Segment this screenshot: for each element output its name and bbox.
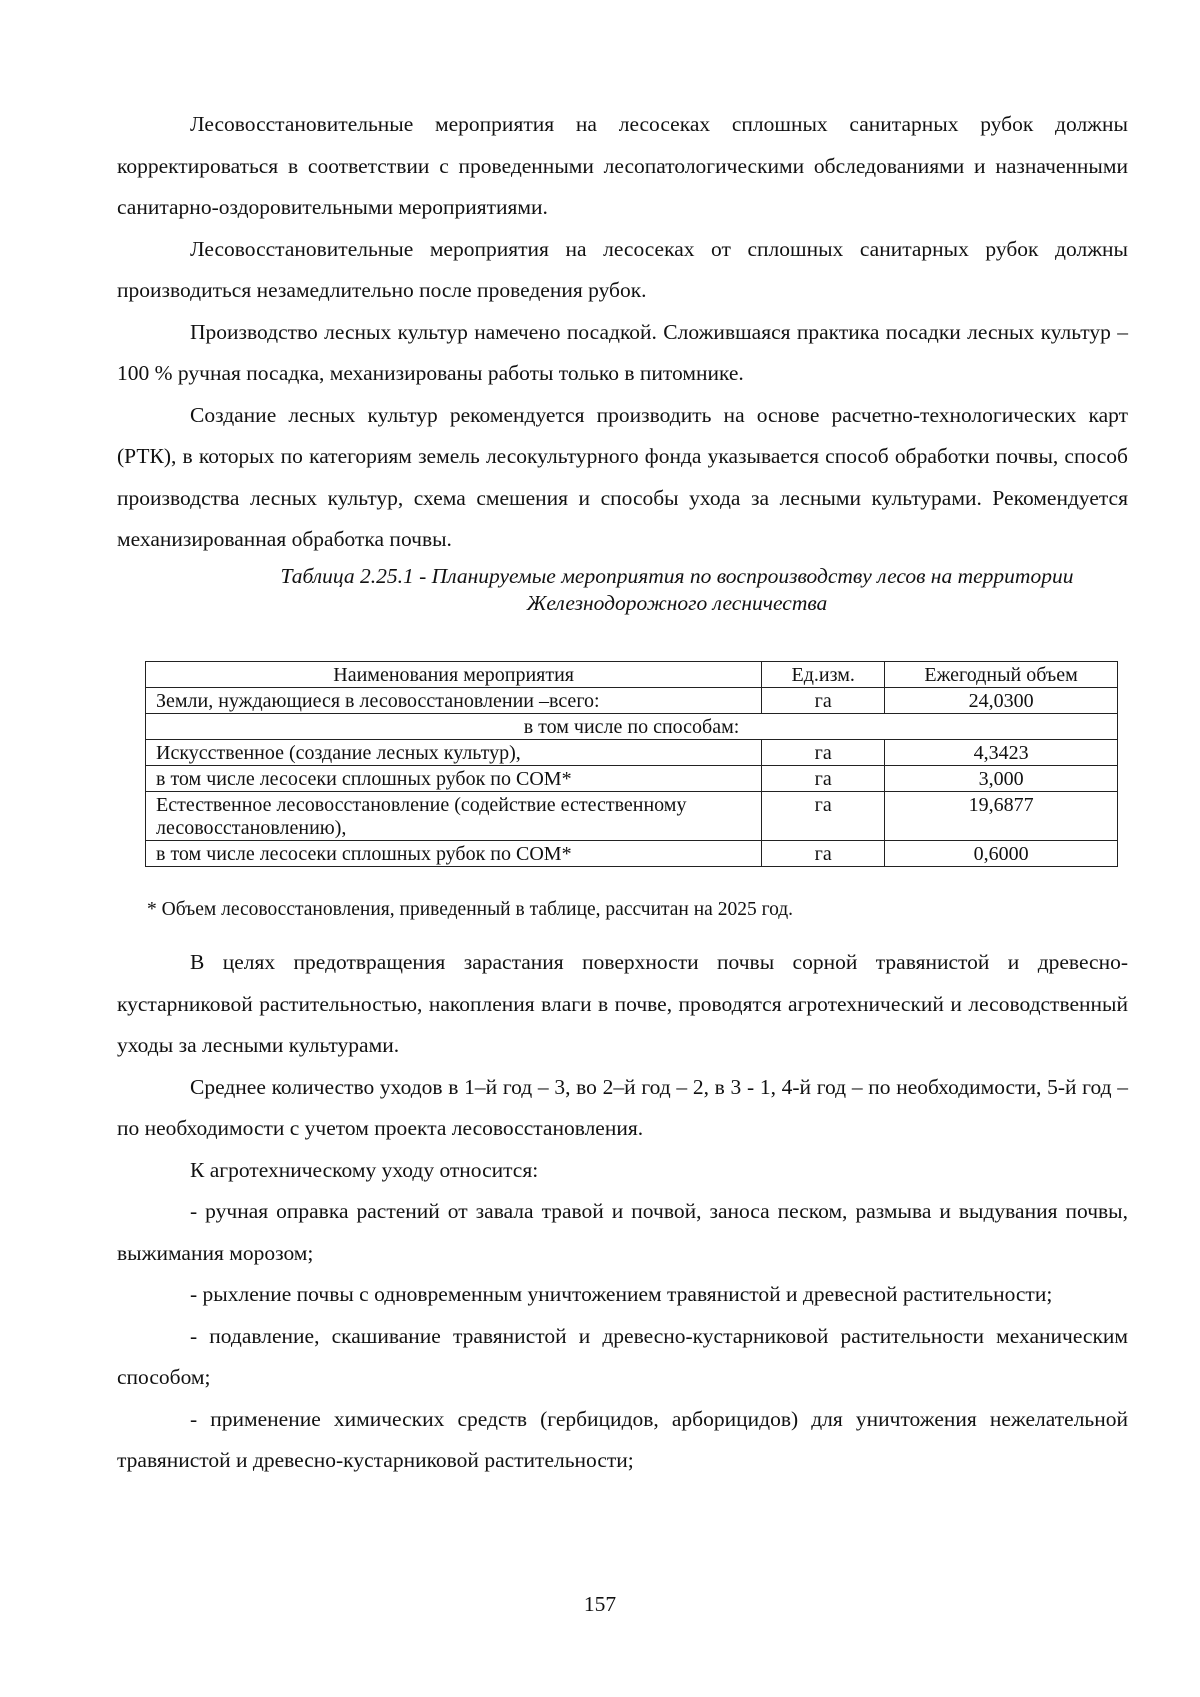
table-cell-span: в том числе по способам: (146, 714, 1118, 740)
table-cell-unit: га (762, 688, 885, 714)
table-cell-value: 3,000 (885, 766, 1118, 792)
table-caption-line: Таблица 2.25.1 - Планируемые мероприятия по воспроизводству лесов на территории (280, 563, 1074, 588)
table-row (146, 688, 1118, 714)
table-cell-name: Земли, нуждающиеся в лесовосстановлении –всего: (146, 688, 762, 714)
header-cell: Ежегодный объем (885, 662, 1118, 688)
paragraph: - ручная оправка растений от завала травой и почвой, заноса песком, размыва и выдувания почвы, выжимания морозом; (117, 1199, 1128, 1265)
header-cell: Ед.изм. (762, 662, 885, 688)
paragraph: Производство лесных культур намечено посадкой. Сложившаяся практика посадки лесных культур – 100 % ручная посадка, механизированы работы только в питомнике. (117, 319, 1128, 385)
reforestation-table (145, 661, 1118, 867)
table-cell-unit: га (762, 740, 885, 766)
table-cell-value: 24,0300 (885, 688, 1118, 714)
paragraph: Среднее количество уходов в 1–й год – 3, во 2–й год – 2, в 3 - 1, 4-й год – по необходимости, 5-й год – по необходимости с учетом проекта лесовосстановления. (117, 1074, 1128, 1140)
bottom-text (117, 942, 1128, 1482)
paragraph: Лесовосстановительные мероприятия на лесосеках сплошных санитарных рубок должны корректироваться в соответствии с проведенными лесопатологическими обследованиями и назначенными санитарно-оздоровительными мероприятиями. (117, 112, 1128, 219)
table-cell-name: в том числе лесосеки сплошных рубок по СОМ* (146, 841, 762, 867)
table-footnote: * Объем лесовосстановления, приведенный в таблице, рассчитан на 2025 год. (147, 899, 794, 920)
table-cell-unit: га (762, 841, 885, 867)
top-text (117, 104, 1128, 617)
table-cell-unit: га (762, 766, 885, 792)
table-caption-line: Железнодорожного лесничества (526, 590, 828, 615)
page-number: 157 (583, 1592, 617, 1616)
paragraph: - рыхление почвы с одновременным уничтожением травянистой и древесной растительности; (190, 1282, 1053, 1306)
table-cell-name: в том числе лесосеки сплошных рубок по СОМ* (146, 766, 762, 792)
paragraph: - подавление, скашивание травянистой и древесно-кустарниковой растительности механическим способом; (117, 1323, 1128, 1389)
table-row (146, 714, 1118, 740)
table-cell-name: Естественное лесовосстановление (содействие естественному лесовосстановлению), (146, 792, 762, 841)
table-cell-value: 4,3423 (885, 740, 1118, 766)
paragraph: К агротехническому уходу относится: (190, 1157, 539, 1182)
header-cell: Наименования мероприятия (146, 662, 762, 688)
table-row (146, 766, 1118, 792)
table-cell-unit: га (762, 792, 885, 841)
table-cell-name: Искусственное (создание лесных культур), (146, 740, 762, 766)
paragraph: - применение химических средств (гербицидов, арборицидов) для уничтожения нежелательной травянистой и древесно-кустарниковой растительности; (117, 1406, 1128, 1472)
paragraph: Создание лесных культур рекомендуется производить на основе расчетно-технологических карт (РТК), в которых по категориям земель лесокультурного фонда указывается способ обработки почвы, способ производства лесных культур, схема смешения и способы ухода за лесными культурами. Рекомендуется механизированная обработка почвы. (117, 402, 1128, 551)
table-row (146, 740, 1118, 766)
table-caption (177, 563, 1177, 617)
table-cell-value: 0,6000 (885, 841, 1118, 867)
paragraph: В целях предотвращения зарастания поверхности почвы сорной травянистой и древесно-кустарниковой растительностью, накопления влаги в почве, проводятся агротехнический и лесоводственный уходы за лесными культурами. (117, 950, 1128, 1057)
paragraph: Лесовосстановительные мероприятия на лесосеках от сплошных санитарных рубок должны производиться незамедлительно после проведения рубок. (117, 236, 1128, 302)
table-row (146, 841, 1118, 867)
table-row (146, 792, 1118, 841)
table-header-row (146, 662, 1118, 688)
table-cell-value: 19,6877 (885, 792, 1118, 841)
